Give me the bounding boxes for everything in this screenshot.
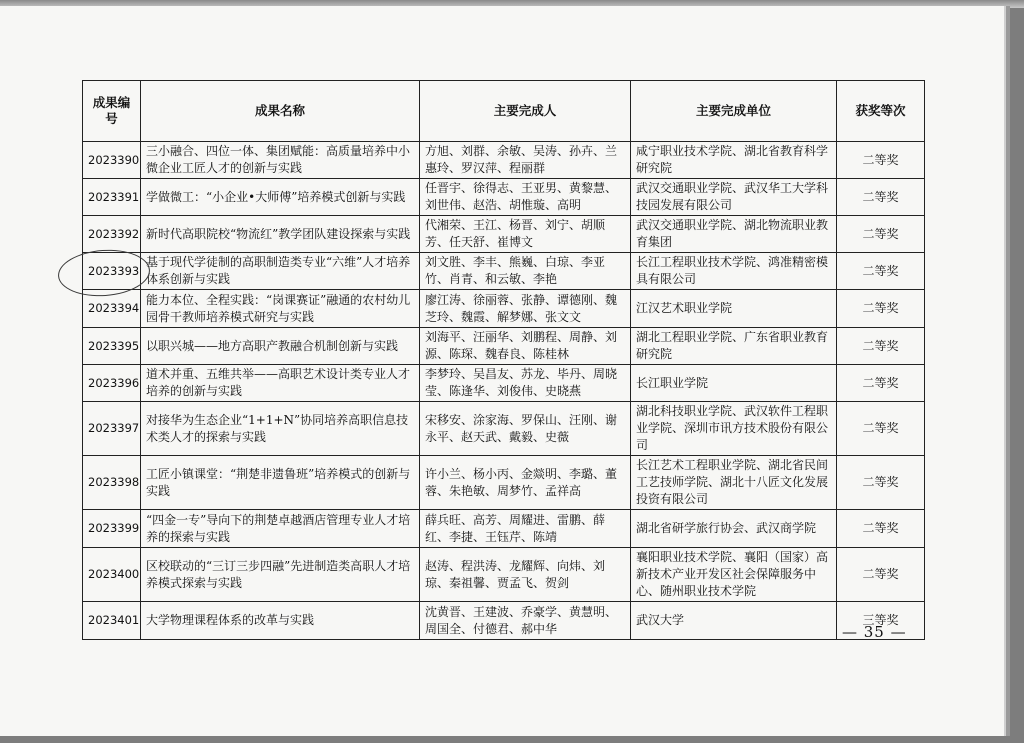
cell-people: 赵涛、程洪涛、龙耀辉、向炜、刘琼、秦祖馨、贾孟飞、贺剑 xyxy=(420,548,631,602)
cell-unit: 襄阳职业技术学院、襄阳（国家）高新技术产业开发区社会保障服务中心、随州职业技术学院 xyxy=(631,548,837,602)
cell-unit: 湖北省研学旅行协会、武汉商学院 xyxy=(631,510,837,548)
cell-unit: 长江工程职业技术学院、鸿准精密模具有限公司 xyxy=(631,253,837,290)
table-row xyxy=(83,142,925,179)
header-code: 成果编号 xyxy=(83,81,141,142)
cell-unit: 武汉交通职业学院、湖北物流职业教育集团 xyxy=(631,216,837,253)
cell-award: 二等奖 xyxy=(837,216,925,253)
table-row xyxy=(83,510,925,548)
cell-code: 2023395 xyxy=(83,328,141,365)
cell-award: 二等奖 xyxy=(837,328,925,365)
cell-award: 二等奖 xyxy=(837,253,925,290)
cell-unit: 武汉交通职业学院、武汉华工大学科技园发展有限公司 xyxy=(631,179,837,216)
cell-code: 2023398 xyxy=(83,456,141,510)
table-row xyxy=(83,216,925,253)
cell-code: 2023390 xyxy=(83,142,141,179)
cell-people: 宋移安、涂家海、罗保山、汪刚、谢永平、赵天武、戴毅、史薇 xyxy=(420,402,631,456)
cell-people: 刘海平、汪丽华、刘鹏程、周静、刘源、陈琛、魏春良、陈桂林 xyxy=(420,328,631,365)
cell-people: 李梦玲、吴昌友、苏龙、毕丹、周晓莹、陈逢华、刘俊伟、史晓燕 xyxy=(420,365,631,402)
cell-code: 2023394 xyxy=(83,290,141,328)
table-row xyxy=(83,253,925,290)
header-unit: 主要完成单位 xyxy=(631,81,837,142)
cell-code: 2023396 xyxy=(83,365,141,402)
table-row xyxy=(83,402,925,456)
cell-unit: 长江艺术工程职业学院、湖北省民间工艺技师学院、湖北十八匠文化发展投资有限公司 xyxy=(631,456,837,510)
cell-award: 二等奖 xyxy=(837,548,925,602)
cell-unit: 湖北科技职业学院、武汉软件工程职业学院、深圳市讯方技术股份有限公司 xyxy=(631,402,837,456)
table-row xyxy=(83,328,925,365)
cell-name: 大学物理课程体系的改革与实践 xyxy=(141,602,420,640)
page-number: — 35 — xyxy=(842,623,907,641)
table-row xyxy=(83,602,925,640)
cell-name: 对接华为生态企业“1+1+N”协同培养高职信息技术类人才的探索与实践 xyxy=(141,402,420,456)
cell-name: “四金一专”导向下的荆楚卓越酒店管理专业人才培养的探索与实践 xyxy=(141,510,420,548)
cell-award: 二等奖 xyxy=(837,456,925,510)
header-award: 获奖等次 xyxy=(837,81,925,142)
cell-code: 2023401 xyxy=(83,602,141,640)
cell-people: 任晋宇、徐得志、王亚男、黄黎慧、刘世伟、赵浩、胡惟璇、高明 xyxy=(420,179,631,216)
cell-unit: 湖北工程职业学院、广东省职业教育研究院 xyxy=(631,328,837,365)
cell-code: 2023393 xyxy=(83,253,141,290)
cell-award: 二等奖 xyxy=(837,290,925,328)
cell-people: 沈黄晋、王建波、乔豪学、黄慧明、周国全、付德君、郝中华 xyxy=(420,602,631,640)
cell-name: 工匠小镇课堂：“荆楚非遗鲁班”培养模式的创新与实践 xyxy=(141,456,420,510)
header-people: 主要完成人 xyxy=(420,81,631,142)
cell-name: 道术并重、五维共举——高职艺术设计类专业人才培养的创新与实践 xyxy=(141,365,420,402)
cell-name: 新时代高职院校“物流红”教学团队建设探索与实践 xyxy=(141,216,420,253)
cell-award: 二等奖 xyxy=(837,402,925,456)
cell-unit: 长江职业学院 xyxy=(631,365,837,402)
cell-name: 能力本位、全程实践：“岗课赛证”融通的农村幼儿园骨干教师培养模式研究与实践 xyxy=(141,290,420,328)
table-row xyxy=(83,548,925,602)
cell-name: 基于现代学徒制的高职制造类专业“六维”人才培养体系创新与实践 xyxy=(141,253,420,290)
cell-people: 许小兰、杨小丙、金燚明、李璐、董蓉、朱艳敏、周梦竹、孟祥高 xyxy=(420,456,631,510)
cell-code: 2023397 xyxy=(83,402,141,456)
cell-code: 2023400 xyxy=(83,548,141,602)
cell-award: 二等奖 xyxy=(837,365,925,402)
cell-people: 方旭、刘群、余敏、吴涛、孙卉、兰惠玲、罗汉萍、程丽群 xyxy=(420,142,631,179)
cell-people: 薛兵旺、高芳、周耀进、雷鹏、薛红、李捷、王钰芹、陈靖 xyxy=(420,510,631,548)
award-results-table xyxy=(82,80,925,640)
cell-name: 以职兴城——地方高职产教融合机制创新与实践 xyxy=(141,328,420,365)
cell-unit: 江汉艺术职业学院 xyxy=(631,290,837,328)
cell-code: 2023391 xyxy=(83,179,141,216)
cell-award: 三等奖 xyxy=(837,602,925,640)
cell-unit: 武汉大学 xyxy=(631,602,837,640)
table-row xyxy=(83,179,925,216)
cell-award: 二等奖 xyxy=(837,142,925,179)
cell-unit: 咸宁职业技术学院、湖北省教育科学研究院 xyxy=(631,142,837,179)
table-row xyxy=(83,290,925,328)
cell-people: 刘文胜、李丰、熊巍、白琼、李亚竹、肖青、和云敏、李艳 xyxy=(420,253,631,290)
cell-name: 学做微工：“小企业•大师傅”培养模式创新与实践 xyxy=(141,179,420,216)
cell-award: 二等奖 xyxy=(837,510,925,548)
cell-code: 2023392 xyxy=(83,216,141,253)
cell-people: 廖江涛、徐丽蓉、张静、谭德刚、魏芝玲、魏霞、解梦娜、张文文 xyxy=(420,290,631,328)
cell-people: 代湘荣、王江、杨晋、刘宁、胡顺芳、任天舒、崔博文 xyxy=(420,216,631,253)
cell-award: 二等奖 xyxy=(837,179,925,216)
header-name: 成果名称 xyxy=(141,81,420,142)
cell-code: 2023399 xyxy=(83,510,141,548)
table-header-row xyxy=(83,81,925,142)
table-row xyxy=(83,456,925,510)
cell-name: 三小融合、四位一体、集团赋能：高质量培养中小微企业工匠人才的创新与实践 xyxy=(141,142,420,179)
cell-name: 区校联动的“三订三步四融”先进制造类高职人才培养模式探索与实践 xyxy=(141,548,420,602)
table-row xyxy=(83,365,925,402)
